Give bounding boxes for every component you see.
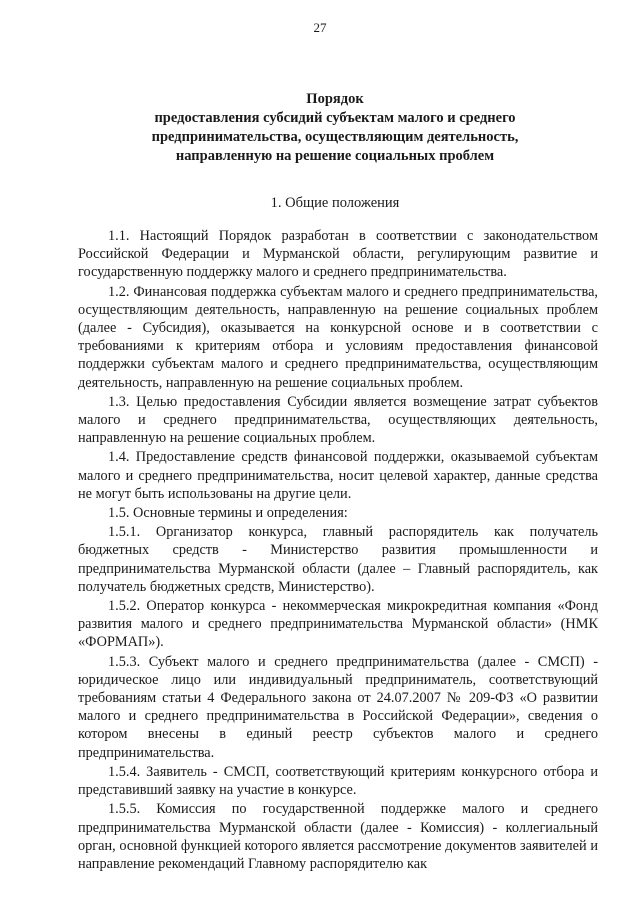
page-number: 27 — [313, 20, 327, 35]
section-heading: 1. Общие положения — [270, 195, 400, 211]
paragraph-1-4: 1.4. Предоставление средств финансовой поддержки, оказываемой субъектам малого и среднего предпринимательства, носит целевой характер, данные средства не могут быть использованы на другие цели. — [78, 449, 598, 502]
paragraph-1-1: 1.1. Настоящий Порядок разработан в соответствии с законодательством Российской Федерации и Мурманской области, регулирующим развитие и государственную поддержку малого и среднего предпринимательства. — [78, 228, 598, 281]
paragraph-1-5: 1.5. Основные термины и определения: — [108, 505, 348, 522]
title-line-1: Порядок — [306, 91, 364, 107]
paragraph-1-3: 1.3. Целью предоставления Субсидии является возмещение затрат субъектов малого и среднего предпринимательства, осуществляющих деятельность, направленную на решение социальных проблем. — [78, 393, 598, 447]
document-title — [100, 90, 570, 166]
title-line-3: предпринимательства, осуществляющим деятельность, — [151, 129, 519, 145]
paragraph-1-2: 1.2. Финансовая поддержка субъектам малого и среднего предпринимательства, осуществляющим деятельность, направленную на решение социальных проблем (далее - Субсидия), оказывается на конкурсной основе и в соответствии с требованиями к критериям отбора и условиям предоставления финансовой поддержки субъектам малого и среднего предпринимательства, осуществляющим деятельность, направленную на решение социальных проблем. — [78, 283, 598, 391]
title-line-4: направленную на решение социальных проблем — [175, 148, 495, 164]
title-line-2: предоставления субсидий субъектам малого и среднего — [154, 110, 516, 126]
paragraph-1-5-4: 1.5.4. Заявитель - СМСП, соответствующий критериям конкурсного отбора и представивший заявку на участие в конкурсе. — [78, 763, 598, 799]
paragraph-1-5-5: 1.5.5. Комиссия по государственной поддержке малого и среднего предпринимательства Мурманской области (далее - Комиссия) - коллегиальный орган, основной функцией которого является рассмотрение документов заявителей и направление рекомендаций Главному распорядителю как — [78, 801, 598, 872]
paragraph-1-5-3: 1.5.3. Субъект малого и среднего предпринимательства (далее - СМСП) - юридическое лицо или индивидуальный предприниматель, соответствующий требованиям статьи 4 Федерального закона от 24.07.2007 № 209-ФЗ «О развитии малого и среднего предпринимательства в Российской Федерации», сведения о котором внесены в единый реестр субъектов малого и среднего предпринимательства. — [78, 653, 598, 761]
paragraph-1-5-1: 1.5.1. Организатор конкурса, главный распорядитель как получатель бюджетных средств - Министерство развития промышленности и предпринимательства Мурманской области (далее – Главный распорядитель, как получатель бюджетных средств, Министерство). — [78, 524, 598, 595]
document-body — [78, 227, 598, 873]
paragraph-1-5-2: 1.5.2. Оператор конкурса - некоммерческая микрокредитная компания «Фонд развития малого и среднего предпринимательства Мурманской области» (НМК «ФОРМАП»). — [78, 598, 598, 651]
